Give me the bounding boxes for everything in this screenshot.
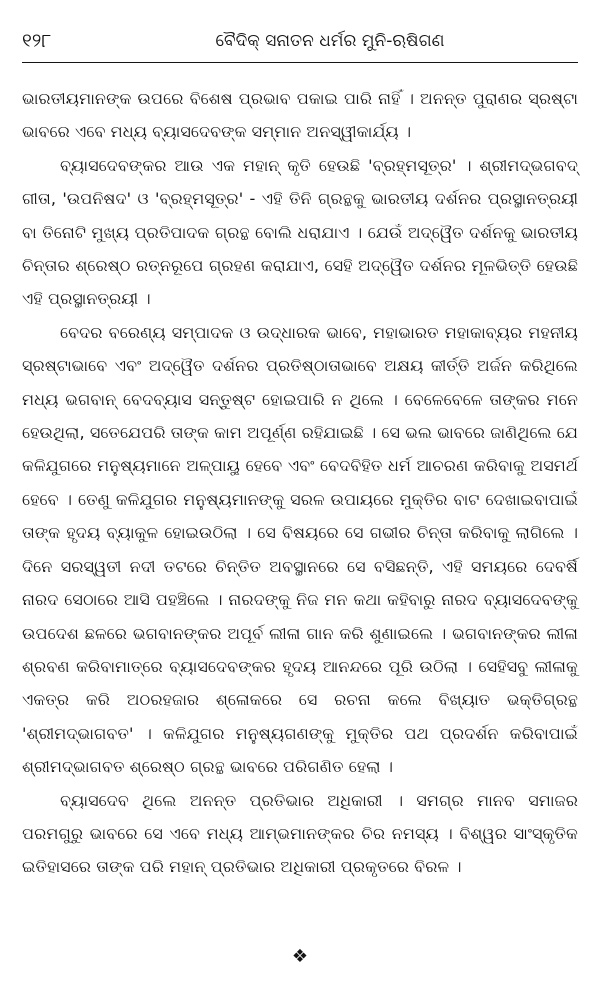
header-rule: [22, 62, 578, 63]
running-title: ବୈଦିକ୍ ସନାତନ ଧର୍ମର ମୁନି-ଋଷିଗଣ: [215, 31, 445, 51]
paragraph-conclusion: ବ୍ୟାସଦେବ ଥିଲେ ଅନନ୍ତ ପ୍ରତିଭାର ଅଧିକାରୀ । ସମଗ୍ର ମାନବ ସମାଜର ପରମଗୁରୁ ଭାବରେ ସେ ଏବେ ମଧ୍ୟ ଆମ୍ଭମାନଙ୍କର ଚିର ନମସ୍ୟ । ବିଶ୍ୱର ସାଂସ୍କୃତିକ ଇତିହାସରେ ତାଙ୍କ ପରି ମହାନ୍ ପ୍ରତିଭାର ଅଧିକାରୀ ପ୍ରକୃତରେ ବିରଳ ।: [22, 790, 578, 877]
page-header: [22, 22, 578, 62]
page-number: ୧୨୮: [22, 30, 52, 52]
ornament-icon: ❖: [291, 946, 309, 967]
body-text: [22, 82, 578, 884]
paragraph-brahmasutra: ବ୍ୟାସଦେବଙ୍କର ଆଉ ଏକ ମହାନ୍ କୃତି ହେଉଛି 'ବ୍ରହ୍ମସୂତ୍ର' । ଶ୍ରୀମଦ୍‌ଭଗବଦ୍‌ ଗୀତା, 'ଉପନିଷଦ' ଓ 'ବ୍ରହ୍ମସୂତ୍ର' - ଏହି ତିନି ଗ୍ରନ୍ଥକୁ ଭାରତୀୟ ଦର୍ଶନର ପ୍ରସ୍ଥାନତ୍ରୟୀ ବା ତିନୋଟି ମୁଖ୍ୟ ପ୍ରତିପାଦକ ଗ୍ରନ୍ଥ ବୋଲି ଧରାଯାଏ । ଯେଉଁ ଅଦ୍ୱୈତ ଦର୍ଶନକୁ ଭାରତୀୟ ଚିନ୍ତାର ଶ୍ରେଷ୍ଠ ରତ୍ନରୂପେ ଗ୍ରହଣ କରାଯାଏ, ସେହି ଅଦ୍ୱୈତ ଦର୍ଶନର ମୂଳଭିତ୍ତି ହେଉଛି ଏହି ପ୍ରସ୍ଥାନତ୍ରୟୀ ।: [22, 155, 578, 309]
paragraph-bhagavata: ବେଦର ବରେଣ୍ୟ ସମ୍ପାଦକ ଓ ଉଦ୍ଧାରକ ଭାବେ, ମହାଭାରତ ମହାକାବ୍ୟର ମହନୀୟ ସ୍ରଷ୍ଟାଭାବେ ଏବଂ ଅଦ୍ୱୈତ ଦର୍ଶନର ପ୍ରତିଷ୍ଠାତାଭାବେ ଅକ୍ଷୟ କୀର୍ତ୍ତି ଅର୍ଜନ କରିଥିଲେ ମଧ୍ୟ ଭଗବାନ୍ ବେଦବ୍ୟାସ ସନ୍ତୁଷ୍ଟ ହୋଇପାରି ନ ଥିଲେ । ବେଳେବେଳେ ତାଙ୍କର ମନେ ହେଉଥିଲା, ସତେଯେପରି ତାଙ୍କ କାମ ଅପୂର୍ଣ୍ଣ ରହିଯାଇଛି । ସେ ଭଲ ଭାବରେ ଜାଣିଥିଲେ ଯେ କଳିଯୁଗରେ ମନୁଷ୍ୟମାନେ ଅଳ୍ପାୟୁ ହେବେ ଏବଂ ବେଦବିହିତ ଧର୍ମ ଆଚରଣ କରିବାକୁ ଅସମର୍ଥ ହେବେ । ତେଣୁ କଳିଯୁଗର ମନୁଷ୍ୟମାନଙ୍କୁ ସରଳ ଉପାୟରେ ମୁକ୍ତିର ବାଟ ଦେଖାଇବାପାଇଁ ତାଙ୍କ ହୃଦୟ ବ୍ୟାକୁଳ ହୋଇଉଠିଲା । ସେ ବିଷୟରେ ସେ ଗଭୀର ଚିନ୍ତା କରିବାକୁ ଲାଗିଲେ । ଦିନେ ସରସ୍ୱତୀ ନଦୀ ତଟରେ ଚିନ୍ତିତ ଅବସ୍ଥାନରେ ସେ ବସିଛନ୍ତି, ଏହି ସମୟରେ ଦେବର୍ଷି ନାରଦ ସେଠାରେ ଆସି ପହଞ୍ଚିଲେ । ନାରଦଙ୍କୁ ନିଜ ମନ କଥା କହିବାରୁ ନାରଦ ବ୍ୟାସଦେବଙ୍କୁ ଉପଦେଶ ଛଳରେ ଭଗବାନଙ୍କର ଅପୂର୍ବ ଲୀଳା ଗାନ କରି ଶୁଣାଇଲେ । ଭଗବାନଙ୍କର ଲୀଳା ଶ୍ରବଣ କରିବାମାତ୍ରେ ବ୍ୟାସଦେବଙ୍କର ହୃଦୟ ଆନନ୍ଦରେ ପୂରି ଉଠିଲା । ସେହିସବୁ ଲୀଳାକୁ ଏକତ୍ର କରି ଅଠରହଜାର ଶ୍ଳୋକରେ ସେ ରଚନା କଲେ ବିଖ୍ୟାତ ଭକ୍ତିଗ୍ରନ୍ଥ 'ଶ୍ରୀମଦ୍‌ଭାଗବତ' । କଳିଯୁଗର ମନୁଷ୍ୟଗଣଙ୍କୁ ମୁକ୍ତିର ପଥ ପ୍ରଦର୍ଶନ କରିବାପାଇଁ ଶ୍ରୀମଦ୍‌ଭାଗବତ ଶ୍ରେଷ୍ଠ ଗ୍ରନ୍ଥ ଭାବରେ ପରିଗଣିତ ହେଲା ।: [22, 322, 578, 777]
paragraph-continuation: ଭାରତୀୟମାନଙ୍କ ଉପରେ ବିଶେଷ ପ୍ରଭାବ ପକାଇ ପାରି ନାହିଁ । ଅନନ୍ତ ପୁରାଣର ସ୍ରଷ୍ଟା ଭାବରେ ଏବେ ମଧ୍ୟ ବ୍ୟାସଦେବଙ୍କ ସମ୍ମାନ ଅନସ୍ୱୀକାର୍ଯ୍ୟ ।: [22, 89, 578, 142]
